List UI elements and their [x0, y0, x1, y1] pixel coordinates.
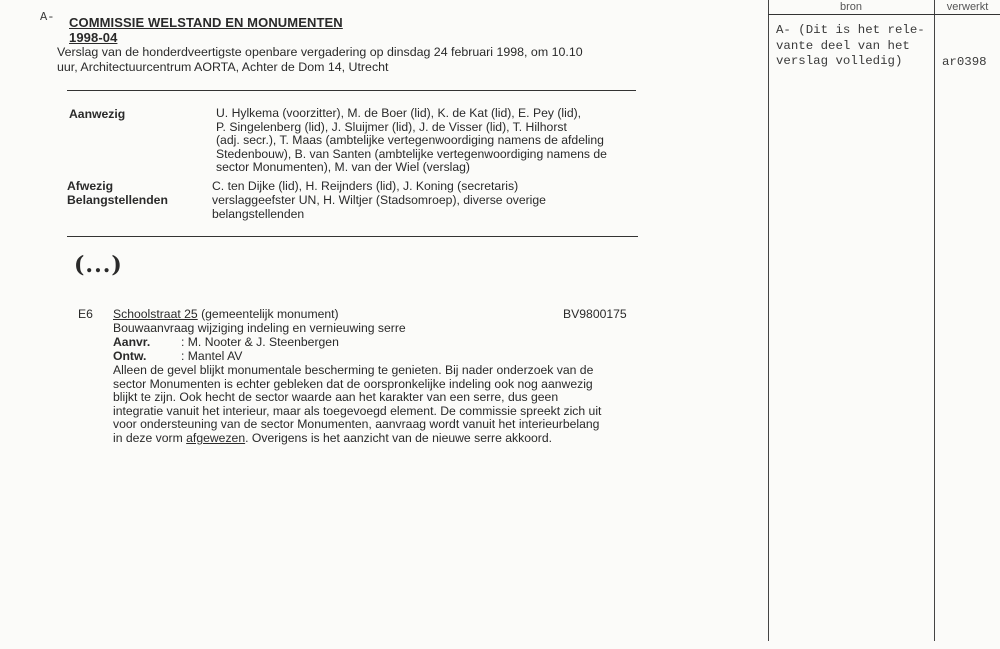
- absent-text: C. ten Dijke (lid), H. Reijnders (lid), J. Koning (secretaris): [212, 179, 519, 193]
- source-note: [776, 23, 925, 70]
- source-note-line: A- (Dit is het rele-: [776, 23, 925, 37]
- applicant-value: : M. Nooter & J. Steenbergen: [181, 335, 339, 349]
- col-header-processed: verwerkt: [946, 1, 989, 13]
- col-header-source: bron: [839, 1, 863, 13]
- present-line: U. Hylkema (voorzitter), M. de Boer (lid), K. de Kat (lid), E. Pey (lid),: [216, 106, 582, 120]
- side-table-column-divider: [934, 0, 935, 641]
- last-line-post: . Overigens is het aanzicht van de nieuwe serre akkoord.: [245, 430, 552, 445]
- present-list: [216, 107, 607, 175]
- item-subject: Bouwaanvraag wijziging indeling en vernieuwing serre: [113, 321, 406, 335]
- item-heading: [113, 308, 339, 322]
- body-line: Alleen de gevel blijkt monumentale bescherming te genieten. Bij nader onderzoek van de: [113, 363, 594, 377]
- document-code: 1998-04: [69, 30, 118, 45]
- applicant-label: Aanvr.: [113, 335, 151, 349]
- item-address-suffix: (gemeentelijk monument): [197, 307, 339, 321]
- body-line: voor ondersteuning van de sector Monumenten, aanvraag wordt vanuit het interieurbelang: [113, 417, 600, 432]
- side-table-header-rule: [768, 14, 1000, 15]
- stakeholders-label: Belangstellenden: [67, 193, 168, 207]
- ellipsis: (...): [74, 252, 123, 278]
- last-line-pre: in deze vorm: [113, 430, 187, 445]
- verdict-underlined: afgewezen: [186, 430, 246, 445]
- body-line: sector Monumenten is echter gebleken dat de oorspronkelijke indeling ook nog aanwezig: [113, 376, 593, 391]
- source-note-line: verslag volledig): [776, 54, 903, 68]
- processed-code: ar0398: [942, 55, 987, 69]
- source-note-line: vante deel van het: [776, 38, 910, 53]
- present-line: (adj. secr.), T. Maas (ambtelijke vertegenwoordiging namens de afdeling: [216, 133, 604, 148]
- present-line: Stedenbouw), B. van Santen (ambtelijke vertegenwoordiging namens de: [216, 146, 607, 161]
- stakeholders-line: verslaggeefster UN, H. Wiltjer (Stadsomroep), diverse overige: [212, 193, 546, 207]
- item-reference: BV9800175: [563, 307, 627, 321]
- item-address: Schoolstraat 25: [113, 307, 198, 321]
- present-line: P. Singelenberg (lid), J. Sluijmer (lid), J. de Visser (lid), T. Hilhorst: [216, 119, 567, 134]
- present-label: Aanwezig: [69, 107, 126, 121]
- item-number: E6: [78, 307, 93, 321]
- present-line: sector Monumenten), M. van der Wiel (verslag): [216, 160, 470, 175]
- divider-bottom: [67, 236, 638, 237]
- divider-top: [67, 90, 636, 91]
- intro-line-2: uur, Architectuurcentrum AORTA, Achter de Dom 14, Utrecht: [57, 60, 389, 74]
- side-table-left-border: [768, 0, 769, 641]
- item-body: [113, 364, 601, 446]
- body-line: blijkt te zijn. Ook hecht de sector waarde aan het karakter van een serre, dus geen: [113, 390, 559, 405]
- absent-label: Afwezig: [67, 179, 114, 193]
- document-title: COMMISSIE WELSTAND EN MONUMENTEN: [69, 15, 343, 30]
- designer-label: Ontw.: [113, 349, 147, 363]
- margin-marker: A-: [40, 10, 55, 24]
- body-line-last: [113, 432, 601, 446]
- stakeholders-line: belangstellenden: [212, 206, 305, 221]
- designer-value: : Mantel AV: [181, 349, 243, 363]
- intro-line-1: Verslag van de honderdveertigste openbare vergadering op dinsdag 24 februari 1998, om 10.10: [57, 45, 583, 59]
- body-line: integratie vanuit het interieur, maar als toegevoegd element. De commissie spreekt zich uit: [113, 403, 602, 418]
- stakeholders-list: [212, 194, 546, 221]
